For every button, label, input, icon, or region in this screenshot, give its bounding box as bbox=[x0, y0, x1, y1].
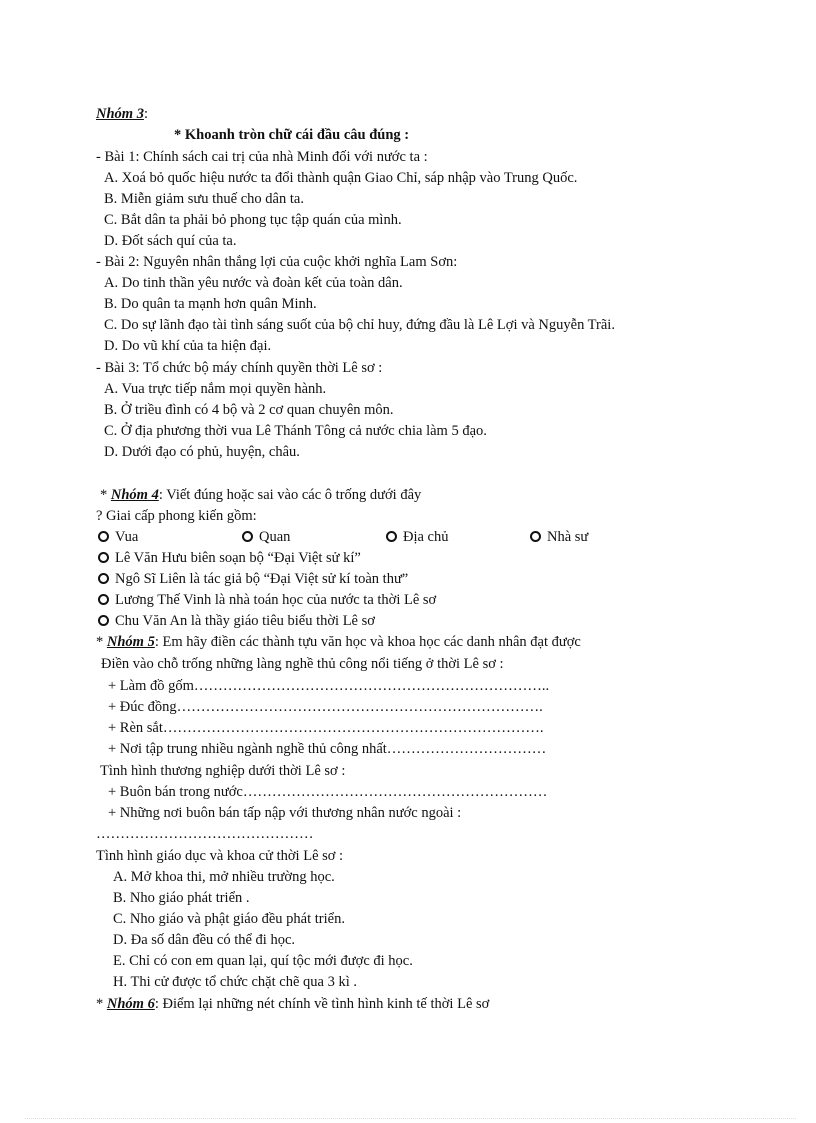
question-2: - Bài 2: Nguyên nhân thắng lợi của cuộc khởi nghĩa Lam Sơn: bbox=[96, 254, 458, 270]
question-1-option-a: A. Xoá bỏ quốc hiệu nước ta đổi thành quận Giao Chỉ, sáp nhập vào Trung Quốc. bbox=[104, 170, 578, 186]
statement-text: Lê Văn Hưu biên soạn bộ “Đại Việt sử kí” bbox=[115, 550, 361, 566]
option-bullet-icon bbox=[98, 531, 109, 542]
education-title: Tình hình giáo dục và khoa cử thời Lê sơ : bbox=[96, 848, 344, 864]
group4-prefix: * bbox=[100, 487, 108, 503]
group6-heading-line bbox=[96, 994, 489, 1014]
statement-bullet-icon bbox=[98, 615, 109, 626]
statement-item bbox=[98, 590, 436, 610]
group3-instruction: * Khoanh tròn chữ cái đầu câu đúng : bbox=[174, 127, 410, 143]
education-option-d: D. Đa số dân đều có thể đi học. bbox=[113, 932, 296, 948]
group3-heading: Nhóm 3 bbox=[96, 106, 144, 122]
statement-text: Lương Thế Vinh là nhà toán học của nước ta thời Lê sơ bbox=[115, 592, 437, 608]
question-2-option-b: B. Do quân ta mạnh hơn quân Minh. bbox=[104, 296, 317, 312]
group5-fill-intro: Điền vào chỗ trống những làng nghề thủ công nổi tiếng ở thời Lê sơ : bbox=[101, 656, 504, 672]
group6-instruction: : Điểm lại những nét chính về tình hình kinh tế thời Lê sơ bbox=[154, 996, 490, 1012]
statement-bullet-icon bbox=[98, 573, 109, 584]
question-2-option-d: D. Do vũ khí của ta hiện đại. bbox=[104, 338, 272, 354]
craft-line: + Làm đồ gốm……………………………………………………………….. bbox=[108, 678, 550, 694]
statement-bullet-icon bbox=[98, 594, 109, 605]
education-option-b: B. Nho giáo phát triển . bbox=[113, 890, 250, 906]
option-dia-chu bbox=[386, 527, 449, 547]
statement-bullet-icon bbox=[98, 552, 109, 563]
question-1-option-c: C. Bắt dân ta phải bỏ phong tục tập quán của mình. bbox=[104, 212, 402, 228]
option-bullet-icon bbox=[530, 531, 541, 542]
group4-heading-line bbox=[100, 485, 421, 505]
education-option-e: E. Chỉ có con em quan lại, quí tộc mới được đi học. bbox=[113, 953, 413, 969]
group5-heading-line bbox=[96, 632, 581, 652]
option-nha-su bbox=[530, 527, 588, 547]
group5-prefix: * bbox=[96, 634, 104, 650]
statement-text: Chu Văn An là thầy giáo tiêu biểu thời Lê sơ bbox=[115, 613, 375, 629]
option-vua bbox=[98, 527, 138, 547]
option-bullet-icon bbox=[242, 531, 253, 542]
option-label: Nhà sư bbox=[547, 529, 589, 545]
trade-domestic: + Buôn bán trong nước……………………………………………………… bbox=[108, 784, 548, 800]
question-2-option-c: C. Do sự lãnh đạo tài tình sáng suốt của bộ chỉ huy, đứng đầu là Lê Lợi và Nguyễn Trãi. bbox=[104, 317, 615, 333]
education-option-c: C. Nho giáo và phật giáo đều phát triển. bbox=[113, 911, 345, 927]
statement-text: Ngô Sĩ Liên là tác giả bộ “Đại Việt sử kí toàn thư” bbox=[115, 571, 409, 587]
question-1-option-d: D. Đốt sách quí của ta. bbox=[104, 233, 237, 249]
group6-prefix: * bbox=[96, 996, 104, 1012]
craft-line: + Đúc đồng…………………………………………………………………. bbox=[108, 699, 543, 715]
trade-foreign: + Những nơi buôn bán tấp nập với thương nhân nước ngoài : bbox=[108, 805, 462, 821]
option-bullet-icon bbox=[386, 531, 397, 542]
option-label: Vua bbox=[115, 529, 139, 545]
craft-line: + Nơi tập trung nhiều ngành nghề thủ công nhất…………………………… bbox=[108, 741, 547, 757]
question-3-option-b: B. Ở triều đình có 4 bộ và 2 cơ quan chuyên môn. bbox=[104, 402, 394, 418]
group4-heading: Nhóm 4 bbox=[110, 487, 159, 503]
question-1-option-b: B. Miễn giảm sưu thuế cho dân ta. bbox=[104, 191, 304, 207]
question-1: - Bài 1: Chính sách cai trị của nhà Minh đối với nước ta : bbox=[96, 149, 428, 165]
statement-item bbox=[98, 569, 408, 589]
option-quan bbox=[242, 527, 290, 547]
group3-heading-suffix: : bbox=[143, 106, 148, 122]
option-label: Địa chủ bbox=[403, 529, 449, 545]
education-option-h: H. Thi cử được tổ chức chặt chẽ qua 3 kì . bbox=[113, 974, 357, 990]
group5-instruction: : Em hãy điền các thành tựu văn học và khoa học các danh nhân đạt được bbox=[154, 634, 581, 650]
page-bottom-border bbox=[25, 1118, 796, 1119]
group5-heading: Nhóm 5 bbox=[106, 634, 155, 650]
question-3-option-d: D. Dưới đạo có phủ, huyện, châu. bbox=[104, 444, 300, 460]
group3-heading-line bbox=[96, 104, 148, 124]
group4-question: ? Giai cấp phong kiến gồm: bbox=[96, 508, 257, 524]
question-3: - Bài 3: Tổ chức bộ máy chính quyền thời Lê sơ : bbox=[96, 360, 383, 376]
statement-item bbox=[98, 548, 361, 568]
question-3-option-c: C. Ở địa phương thời vua Lê Thánh Tông cả nước chia làm 5 đạo. bbox=[104, 423, 487, 439]
option-label: Quan bbox=[259, 529, 291, 545]
group4-instruction: : Viết đúng hoặc sai vào các ô trống dưới đây bbox=[158, 487, 422, 503]
question-3-option-a: A. Vua trực tiếp nắm mọi quyền hành. bbox=[104, 381, 327, 397]
craft-line: + Rèn sắt……………………………………………………………………. bbox=[108, 720, 544, 736]
trade-foreign-dots: ……………………………………… bbox=[96, 826, 314, 842]
trade-title: Tình hình thương nghiệp dưới thời Lê sơ : bbox=[100, 763, 346, 779]
education-option-a: A. Mở khoa thi, mở nhiều trường học. bbox=[113, 869, 335, 885]
group6-heading: Nhóm 6 bbox=[106, 996, 155, 1012]
statement-item bbox=[98, 611, 375, 631]
question-2-option-a: A. Do tinh thần yêu nước và đoàn kết của toàn dân. bbox=[104, 275, 403, 291]
